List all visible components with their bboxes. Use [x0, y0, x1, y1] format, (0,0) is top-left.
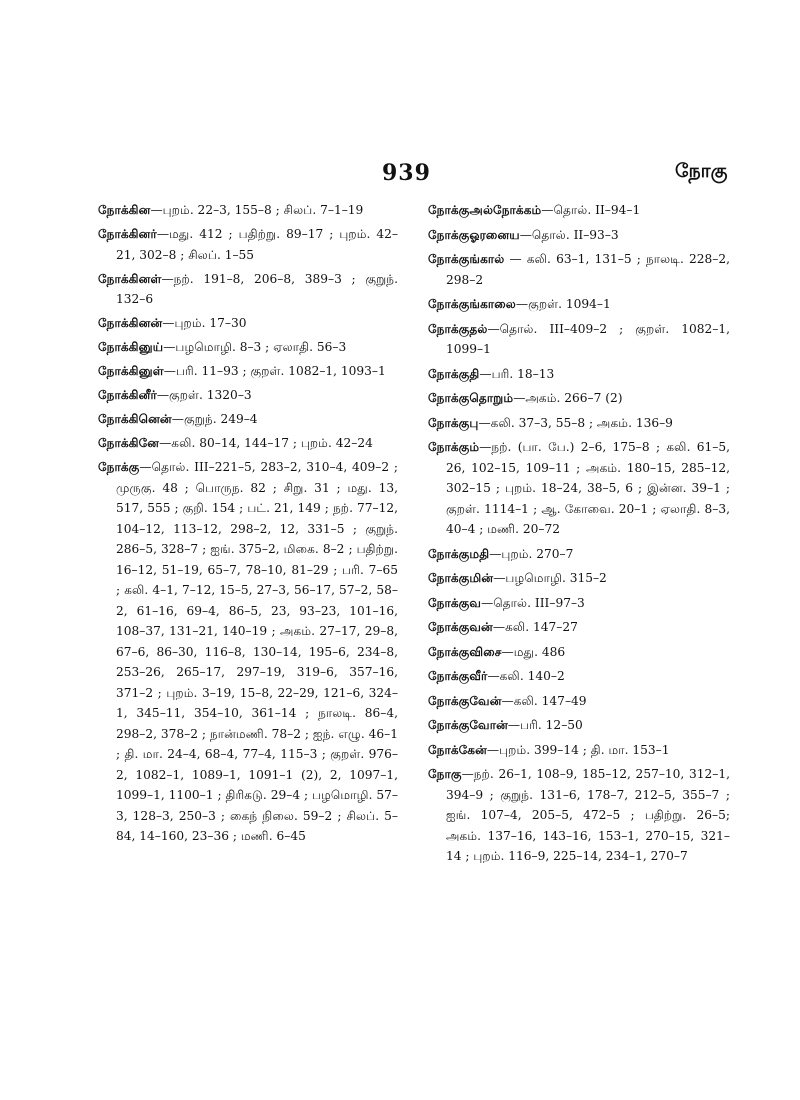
index-entry — [428, 666, 730, 687]
index-entry — [428, 593, 730, 614]
entry-headword: நோக்குமதி — [428, 546, 490, 561]
index-entry — [428, 200, 730, 221]
entry-references: —புறம். 17–30 — [162, 316, 247, 330]
index-entry — [98, 224, 398, 265]
index-entry — [428, 437, 730, 540]
entry-headword: நோக்குவீர் — [428, 669, 488, 683]
index-entry — [428, 691, 730, 712]
entry-references: —தொல். II–93–3 — [519, 227, 619, 242]
entry-headword: நோக்குஅல்நோக்கம் — [428, 203, 542, 217]
entry-references: —குறள். 1094–1 — [515, 297, 611, 311]
entry-headword: நோக்கினன் — [98, 316, 163, 330]
entry-headword: நோக்கினர் — [98, 227, 157, 241]
index-entry — [98, 337, 398, 358]
entry-references: —கலி. 147–27 — [492, 620, 578, 634]
running-head: நோகு — [675, 160, 728, 182]
entry-headword: நோக்கேன் — [428, 742, 487, 757]
entry-headword: நோக்கினுள் — [98, 364, 164, 378]
entry-references: —நற். (பா. பே.) 2–6, 175–8 ; கலி. 61–5, 26, 102–15, 109–11 ; அகம். 180–15, 285–12, 302–15 ; புறம். 18–24, 38–5, 6 ; இன்ன. 39–1 ; குறள். 1114–1 ; ஆ. கோவை. 20–1 ; ஏலாதி. 8–3, 40–4 ; மணி. 20–72 — [446, 440, 730, 536]
entry-references: —புறம். 270–7 — [489, 546, 574, 561]
index-entry — [98, 385, 398, 406]
index-entry — [428, 617, 730, 638]
index-entry — [98, 457, 398, 847]
index-entry — [98, 433, 398, 454]
entry-references: —பழமொழி. 8–3 ; ஏலாதி. 56–3 — [163, 340, 347, 354]
index-entry — [428, 544, 730, 565]
index-entry — [98, 269, 398, 310]
entry-headword: நோக்குமின் — [428, 571, 494, 585]
entry-headword: நோக்கினீர் — [98, 388, 157, 402]
entry-references: —தொல். III–409–2 ; குறள். 1082–1, 1099–1 — [446, 321, 730, 356]
entry-references: —பரி. 12–50 — [507, 718, 583, 732]
index-entry — [428, 568, 730, 589]
entry-references: —புறம். 22–3, 155–8 ; சிலப். 7–1–19 — [150, 203, 364, 217]
entry-references: —மது. 412 ; பதிற்று. 89–17 ; புறம். 42–21, 302–8 ; சிலப். 1–55 — [116, 227, 398, 262]
entry-headword: நோக்குஓரனைய — [428, 227, 520, 242]
entry-headword: நோக்குவ — [428, 595, 482, 610]
entry-references: —பரி. 18–13 — [479, 366, 555, 381]
index-entry — [428, 764, 730, 867]
entry-references: —கலி. 80–14, 144–17 ; புறம். 42–24 — [159, 436, 373, 450]
entry-references: —புறம். 399–14 ; தி. மா. 153–1 — [486, 742, 670, 757]
entry-references: —கலி. 140–2 — [487, 669, 565, 683]
entry-references: — கலி. 63–1, 131–5 ; நாலடி. 228–2, 298–2 — [446, 252, 730, 287]
index-entry — [428, 642, 730, 663]
index-entry — [428, 249, 730, 290]
entry-references: —பழமொழி. 315–2 — [493, 571, 607, 585]
index-entry — [428, 413, 730, 434]
entry-headword: நோக்கின — [98, 203, 151, 217]
index-entry — [428, 740, 730, 761]
entry-references: —நற். 26–1, 108–9, 185–12, 257–10, 312–1, 394–9 ; குறுந். 131–6, 178–7, 212–5, 355–7 ; ஐங். 107–4, 205–5, 472–5 ; பதிற்று. 26–5; அகம். 137–16, 143–16, 153–1, 270–15, 321–14 ; புறம். 116–9, 225–14, 234–1, 270–7 — [446, 767, 730, 863]
entry-headword: நோக்குவோன் — [428, 718, 508, 732]
entry-headword: நோக்கும் — [428, 440, 480, 454]
entry-headword: நோக்குங்காலை — [428, 297, 516, 311]
index-entry — [98, 361, 398, 382]
index-column-left — [98, 200, 398, 850]
entry-headword: நோக்கினுய் — [98, 340, 164, 354]
entry-headword: நோக்குதி — [428, 366, 480, 381]
index-entry — [98, 409, 398, 430]
entry-references: —குறள். 1320–3 — [156, 388, 252, 402]
entry-references: —தொல். III–97–3 — [481, 595, 585, 610]
entry-references: —கலி. 37–3, 55–8 ; அகம். 136–9 — [478, 415, 673, 430]
entry-references: —அகம். 266–7 (2) — [513, 391, 623, 405]
entry-headword: நோகு — [428, 767, 462, 781]
entry-headword: நோக்குவன் — [428, 620, 493, 634]
entry-references: —குறுந். 249–4 — [171, 412, 258, 426]
entry-headword: நோக்குபு — [428, 415, 479, 430]
page-number: 939 — [382, 160, 431, 186]
index-entry — [98, 313, 398, 334]
index-entry — [428, 294, 730, 315]
entry-headword: நோக்குவிசை — [428, 644, 502, 659]
entry-headword: நோக்கினென் — [98, 412, 172, 426]
entry-references: —நற். 191–8, 206–8, 389–3 ; குறுந். 132–6 — [116, 271, 398, 306]
entry-references: —கலி. 147–49 — [501, 693, 587, 708]
index-entry — [428, 225, 730, 246]
index-entry — [98, 200, 398, 221]
index-column-right — [428, 200, 730, 871]
entry-references: —பரி. 11–93 ; குறள். 1082–1, 1093–1 — [163, 364, 386, 378]
entry-headword: நோக்குதல் — [428, 321, 488, 336]
entry-headword: நோக்குங்கால் — [428, 252, 505, 266]
index-entry — [428, 319, 730, 360]
index-entry — [428, 715, 730, 736]
entry-headword: நோக்கினே — [98, 436, 160, 450]
entry-headword: நோக்கு — [98, 460, 140, 474]
index-entry — [428, 388, 730, 409]
entry-references: —தொல். III–221–5, 283–2, 310–4, 409–2 ; முருகு. 48 ; பொருந. 82 ; சிறு. 31 ; மது. 13, 517, 555 ; குறி. 154 ; பட். 21, 149 ; நற். 77–12, 104–12, 113–12, 298–2, 12, 331–5 ; குறுந். 286–5, 328–7 ; ஐங். 375–2, மிகை. 8–2 ; பதிற்று. 16–12, 51–19, 65–7, 78–10, 81–29 ; பரி. 7–65 ; கலி. 4–1, 7–12, 15–5, 27–3, 56–17, 57–2, 58–2, 61–16, 69–4, 86–5, 23, 93–23, 101–16, 108–37, 131–21, 140–19 ; அகம். 27–17, 29–8, 67–6, 86–30, 116–8, 130–14, 195–6, 234–8, 253–26, 265–17, 297–19, 319–6, 357–16, 371–2 ; புறம். 3–19, 15–8, 22–29, 121–6, 324–1, 345–11, 354–10, 361–14 ; நாலடி. 86–4, 298–2, 378–2 ; நான்மணி. 78–2 ; ஐந். எழு. 46–1 ; தி. மா. 24–4, 68–4, 77–4, 115–3 ; குறள். 976–2, 1082–1, 1089–1, 1091–1 (2), 2, 1097–1, 1099–1, 1100–1 ; திரிகடு. 29–4 ; பழமொழி. 57–3, 128–3, 250–3 ; கைந் நிலை. 59–2 ; சிலப். 5–84, 14–160, 23–36 ; மணி. 6–45 — [116, 460, 398, 843]
entry-headword: நோக்குவேன் — [428, 693, 502, 708]
entry-references: —தொல். II–94–1 — [541, 203, 641, 217]
entry-headword: நோக்குதொறும் — [428, 391, 514, 405]
entry-references: —மது. 486 — [501, 644, 566, 659]
index-entry — [428, 364, 730, 385]
entry-headword: நோக்கினள் — [98, 271, 162, 286]
